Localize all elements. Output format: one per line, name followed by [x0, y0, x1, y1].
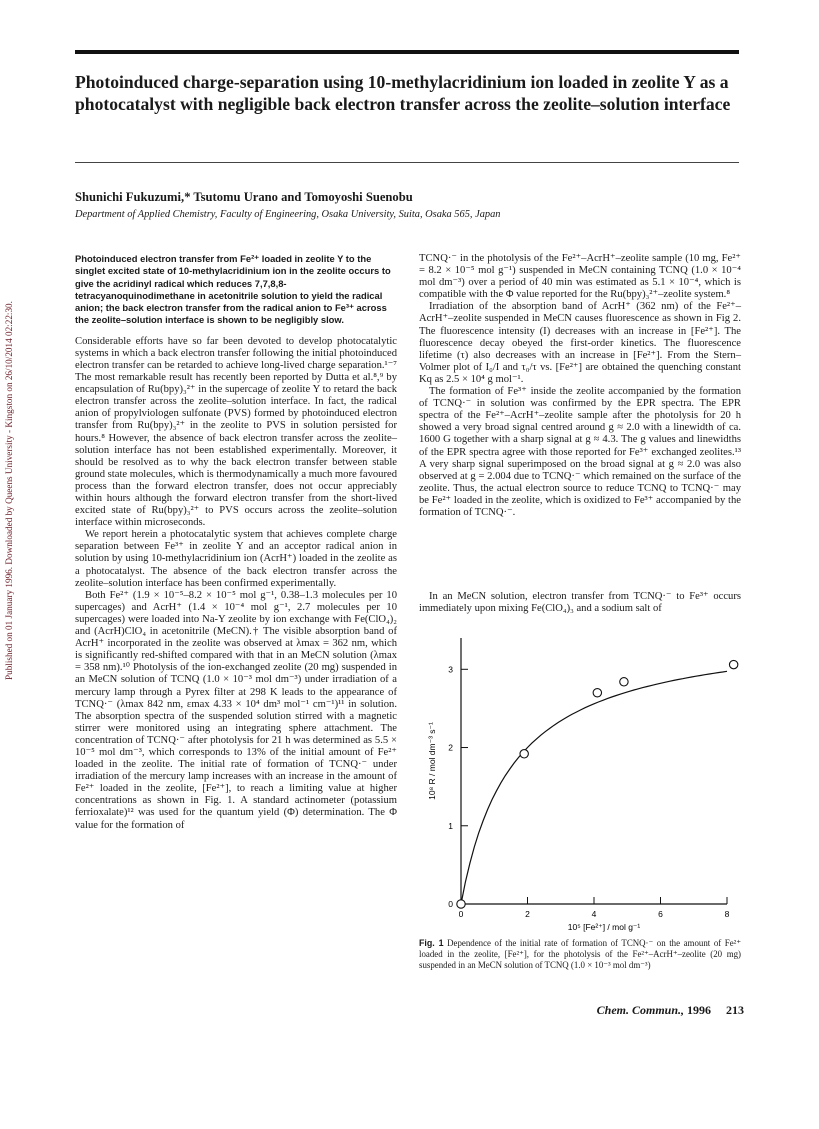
y-tick-label: 2 — [448, 742, 453, 753]
caption-text: Dependence of the initial rate of formation of TCNQ·⁻ on the amount of Fe²⁺ loaded in the zeolite, [Fe²⁺], for the photolysis of the Fe²⁺–AcrH⁺–zeolite (20 mg) suspended in an MeCN solution of TCNQ (1.0 × 10⁻³ mol dm⁻³) — [419, 938, 741, 970]
data-points — [457, 660, 738, 908]
body-paragraph: Irradiation of the absorption band of AcrH⁺ (362 nm) of the Fe²⁺–AcrH⁺–zeolite suspended in MeCN causes fluorescence as shown in Fig 2. The fluorescence intensity (I) decreases with an increase in [Fe²⁺]. The fluorescence decay obeyed the first-order kinetics. The fluorescence lifetime (τ) also decreases with an increase in [Fe²⁺]. From the Stern–Volmer plot of I₀/I and τ₀/τ vs. [Fe²⁺] are obtained the quenching constant Kq as 2.5 × 10⁴ g mol⁻¹. — [419, 301, 741, 385]
download-note: Published on 01 January 1996. Downloaded by Queens University - Kingston on 26/10/2014 02:22:30. — [4, 301, 14, 680]
x-tick-label: 4 — [591, 909, 597, 919]
body-paragraph: In an MeCN solution, electron transfer from TCNQ·⁻ to Fe³⁺ occurs immediately upon mixing Fe(ClO₄)₃ and a sodium salt of — [419, 591, 741, 615]
journal-year: 1996 — [687, 1003, 711, 1017]
data-point — [729, 660, 737, 668]
fit-curve — [461, 671, 727, 904]
article-title: Photoinduced charge-separation using 10-methylacridinium ion loaded in zeolite Y as a photocatalyst with negligible back electron transfer across the zeolite–solution interface — [75, 72, 731, 114]
journal-name: Chem. Commun., — [596, 1003, 684, 1017]
title-rule — [75, 162, 739, 163]
data-point — [520, 750, 528, 758]
x-axis-label: 10⁵ [Fe²⁺] / mol g⁻¹ — [567, 922, 641, 932]
page-number: 213 — [726, 1003, 744, 1017]
x-tick-label: 2 — [525, 909, 530, 919]
left-column — [75, 253, 397, 832]
download-sidebar — [4, 240, 18, 680]
authors: Shunichi Fukuzumi,* Tsutomu Urano and Tomoyoshi Suenobu — [75, 190, 413, 204]
y-tick-label: 3 — [448, 664, 453, 675]
body-paragraph: Considerable efforts have so far been devoted to develop photocatalytic systems in which a back electron transfer following the initial photoinduced electron transfer can be retarded to achieve long-lived charge separation.¹⁻⁷ The most remarkable result has recently been reported by Dutta et al.⁸,⁹ by encapsulation of Ru(bpy)₃²⁺ in the supercage of zeolite Y to retard the back electron transfer across the zeolite–solution interface. In fact, the radical anion of propylviologen sulfonate (PVS) formed by photoinduced electron transfer from Ru(bpy)₃²⁺ in the zeolite to PVS in solution persisted for hours.⁸ However, the absence of back electron transfer across the zeolite–solution interface has not been established experimentally. Moreover, it should be resolved as to why the back electron transfer between stable ground state molecules, which is thermodynamically a much more favoured process than the forward electron transfer, does not occur appreciably within hours although the forward electron transfer from the short-lived excited state of Ru(bpy)₃²⁺ to PVS occurs across the zeolite–solution interface within microseconds. — [75, 335, 397, 529]
right-column-bottom — [419, 591, 741, 615]
body-paragraph: Both Fe²⁺ (1.9 × 10⁻⁵–8.2 × 10⁻⁵ mol g⁻¹, 0.38–1.3 molecules per 10 supercages) and AcrH⁺ (1.4 × 10⁻⁴ mol g⁻¹, 2.7 molecules per 10 supercages) were loaded into Na-Y zeolite by ion exchange with Fe(ClO₄)₂ and (AcrH)ClO₄ in acetonitrile (MeCN).† The visible absorption band of AcrH⁺ incorporated in the zeolite was observed at λmax = 362 nm, which is significantly red-shifted compared with that in an MeCN solution (λmax = 358 nm).¹⁰ Photolysis of the ion-exchanged zeolite (20 mg) suspended in an MeCN solution of TCNQ (1.0 × 10⁻³ mol dm⁻³) under irradiation of a mercury lamp through a Pyrex filter at 298 K leads to the appearance of TCNQ·⁻ (λmax 842 nm, εmax 4.33 × 10⁴ dm³ mol⁻¹ cm⁻¹)¹¹ in solution. The absorption spectra of the suspended solution stirred with a magnetic stirrer were monitored using an integrating sphere attachment. The concentration of TCNQ·⁻ after photolysis for 21 h was determined as 5.5 × 10⁻⁵ mol dm⁻³, which corresponds to 13% of the initial amount of Fe²⁺ loaded in the zeolite. The initial rate of formation of TCNQ·⁻ under irradiation of the mercury lamp increases with an increase in the amount of Fe²⁺ loaded in the zeolite, [Fe²⁺], to reach a limiting value at higher concentrations as shown in Fig. 1. A standard actinometer (potassium ferrioxalate)¹² was used for the quantum yield (Φ) determination. The Φ value for the formation of — [75, 589, 397, 831]
page-footer — [597, 1003, 744, 1018]
data-point — [620, 678, 628, 686]
x-tick-label: 6 — [658, 909, 663, 919]
data-point — [593, 689, 601, 697]
figure-1-chart — [419, 630, 741, 935]
abstract: Photoinduced electron transfer from Fe²⁺ loaded in zeolite Y to the singlet excited state of 10-methylacridinium ion in the zeolite occurs to give the acridinyl radical which reduces 7,7,8,8-tetracyanoquinodimethane in acetonitrile solution to yield the radical anion; the back electron transfer from the radical anion to Fe³⁺ across the zeolite–solution interface is shown to be negligibly slow. — [75, 253, 391, 326]
top-rule — [75, 50, 739, 54]
body-paragraph: We report herein a photocatalytic system that achieves complete charge separation between Fe³⁺ in zeolite Y and an acceptor radical anion in solution by using 10-methylacridinium ion (AcrH⁺) loaded in the zeolite as a photocatalyst. The absence of the back electron transfer across the zeolite–solution interface has been confirmed experimentally. — [75, 529, 397, 589]
y-tick-label: 1 — [448, 820, 453, 831]
body-paragraph: The formation of Fe³⁺ inside the zeolite accompanied by the formation of TCNQ·⁻ in solution was confirmed by the EPR spectra. The EPR spectra of the Fe²⁺–AcrH⁺–zeolite sample after the photolysis for 20 h showed a very broad signal centred around g ≈ 2.0 with a linewidth of ca. 1600 G together with a sharp signal at g ≈ 4.3. The g values and linewidths of the EPR spectra agree with those reported for Fe³⁺ exchanged zeolites.¹³ A very sharp signal superimposed on the broad signal at g ≈ 2.0 was also observed at g = 2.004 due to TCNQ·⁻ which remained on the surface of the zeolite. Thus, the actual electron source to reduce TCNQ to TCNQ·⁻ may be Fe²⁺ loaded in the zeolite, which is oxidized to Fe³⁺ accompanied by the formation of TCNQ·⁻. — [419, 386, 741, 518]
caption-label: Fig. 1 — [419, 938, 444, 948]
affiliation: Department of Applied Chemistry, Faculty of Engineering, Osaka University, Suita, Osaka 565, Japan — [75, 209, 501, 220]
body-paragraph: TCNQ·⁻ in the photolysis of the Fe²⁺–AcrH⁺–zeolite sample (10 mg, Fe²⁺ = 8.2 × 10⁻⁵ mol g⁻¹) suspended in MeCN containing TCNQ (1.0 × 10⁻⁴ mol dm⁻³) over a period of 40 min was estimated as 5.1 × 10⁻⁴, which is compatible with the Φ value reported for the Ru(bpy)₃²⁺–zeolite system.⁸ — [419, 253, 741, 301]
figure-caption — [419, 938, 741, 971]
x-tick-label: 0 — [458, 909, 464, 919]
right-column — [419, 253, 741, 519]
x-tick-label: 8 — [724, 909, 730, 919]
y-axis-label: 10⁸ R / mol dm⁻³ s⁻¹ — [427, 722, 437, 800]
data-point — [457, 900, 465, 908]
chart-ticks — [448, 664, 729, 919]
y-tick-label: 0 — [448, 899, 453, 909]
